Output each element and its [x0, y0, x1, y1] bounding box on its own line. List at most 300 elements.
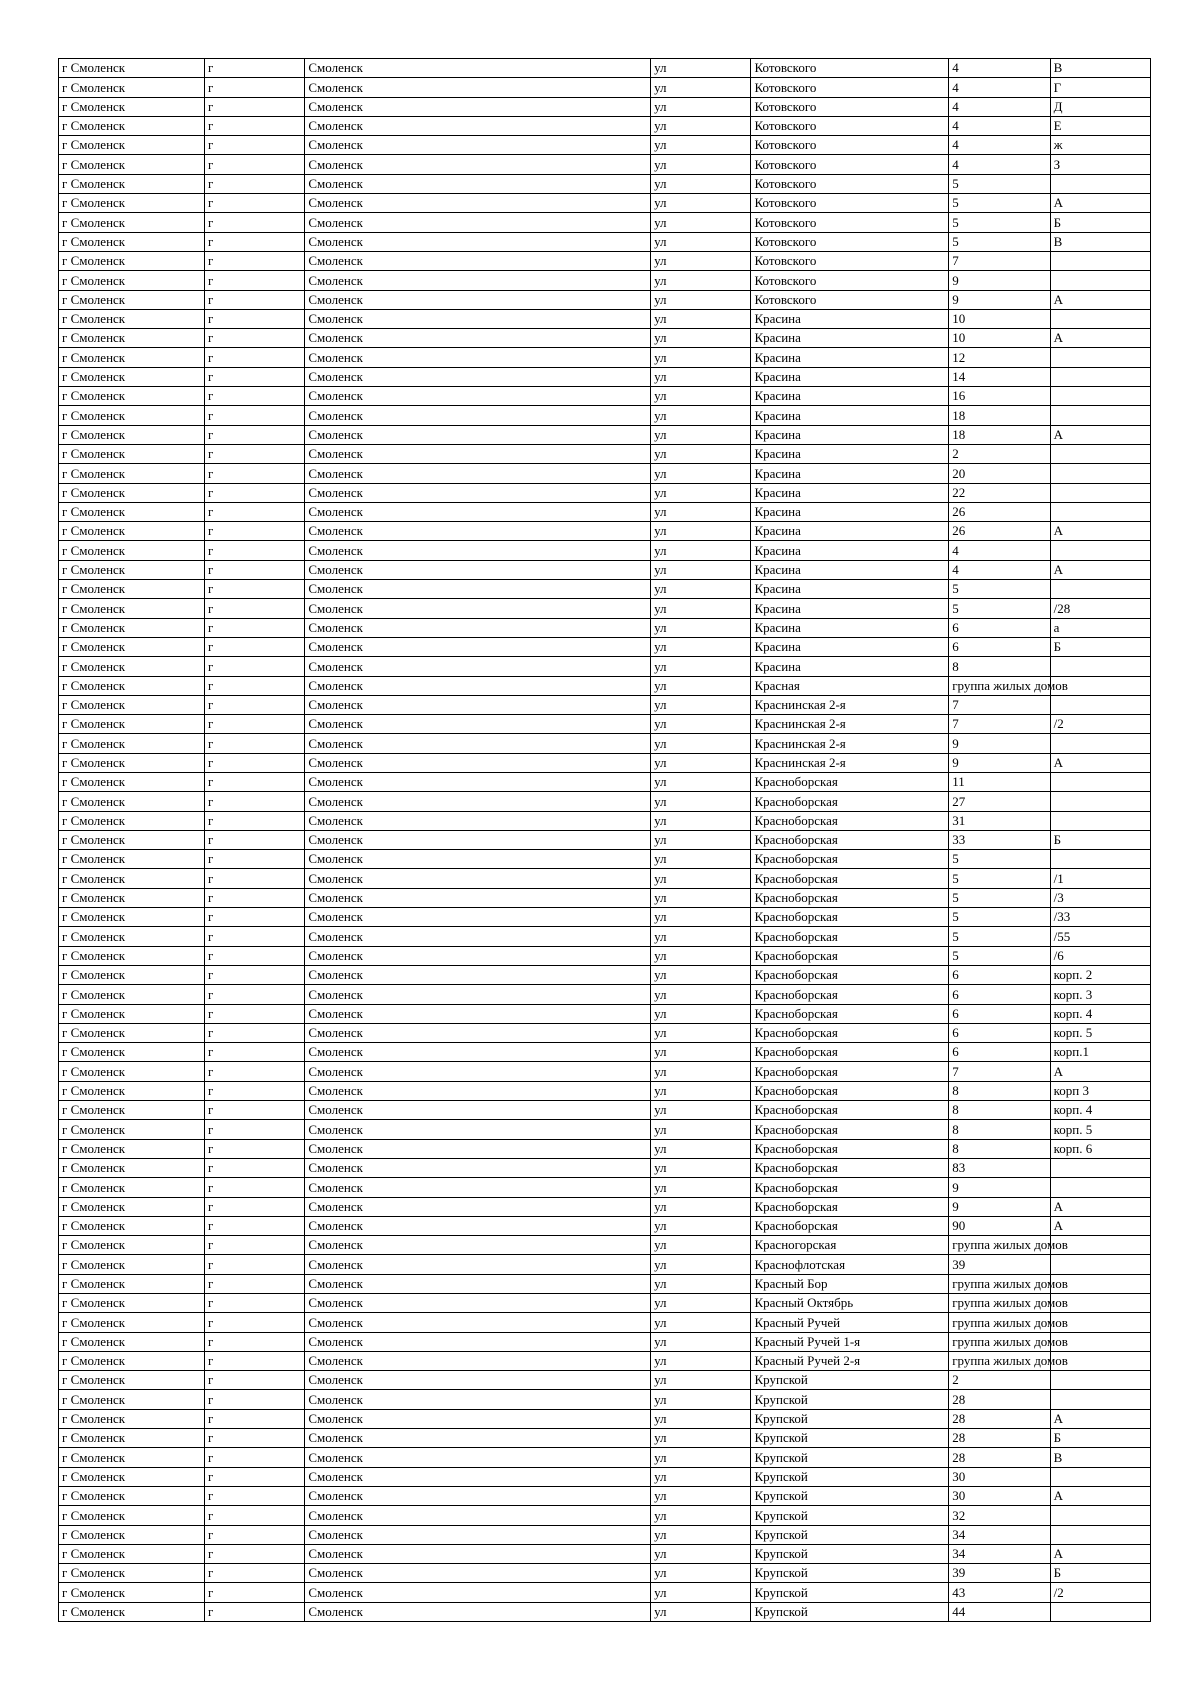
locality-cell: Смоленск [305, 637, 651, 656]
street-cell: Красина [751, 541, 949, 560]
street-type-cell: ул [651, 1467, 751, 1486]
city-type-cell: г [205, 1255, 305, 1274]
street-type-cell: ул [651, 850, 751, 869]
house-cell: 6 [949, 637, 1050, 656]
street-cell: Красина [751, 329, 949, 348]
building-cell [1050, 580, 1150, 599]
city-type-cell: г [205, 1043, 305, 1062]
city-cell: г Смоленск [59, 946, 205, 965]
locality-cell: Смоленск [305, 946, 651, 965]
city-type-cell: г [205, 1023, 305, 1042]
locality-cell: Смоленск [305, 560, 651, 579]
street-cell: Красноборская [751, 850, 949, 869]
house-cell: 8 [949, 1139, 1050, 1158]
city-cell: г Смоленск [59, 1506, 205, 1525]
street-type-cell: ул [651, 1525, 751, 1544]
table-row [59, 1294, 1151, 1313]
table-row [59, 888, 1151, 907]
locality-cell: Смоленск [305, 406, 651, 425]
street-cell: Красноборская [751, 811, 949, 830]
table-row [59, 869, 1151, 888]
locality-cell: Смоленск [305, 1023, 651, 1042]
house-cell: 5 [949, 599, 1050, 618]
city-type-cell: г [205, 367, 305, 386]
city-cell: г Смоленск [59, 1448, 205, 1467]
house-cell: 43 [949, 1583, 1050, 1602]
street-cell: Красноборская [751, 1081, 949, 1100]
house-cell: 8 [949, 1101, 1050, 1120]
city-cell: г Смоленск [59, 271, 205, 290]
house-cell: 5 [949, 927, 1050, 946]
table-row [59, 965, 1151, 984]
street-cell: Красный Бор [751, 1274, 949, 1293]
table-row [59, 1564, 1151, 1583]
street-type-cell: ул [651, 830, 751, 849]
building-cell: А [1050, 1197, 1150, 1216]
house-cell: 7 [949, 251, 1050, 270]
table-row [59, 1216, 1151, 1235]
city-type-cell: г [205, 580, 305, 599]
building-cell: А [1050, 425, 1150, 444]
locality-cell: Смоленск [305, 1043, 651, 1062]
house-cell: 18 [949, 406, 1050, 425]
city-type-cell: г [205, 830, 305, 849]
city-cell: г Смоленск [59, 637, 205, 656]
house-cell: 39 [949, 1255, 1050, 1274]
street-cell: Красноборская [751, 869, 949, 888]
street-type-cell: ул [651, 1178, 751, 1197]
table-row [59, 232, 1151, 251]
table-row [59, 908, 1151, 927]
table-row [59, 406, 1151, 425]
building-cell [1050, 444, 1150, 463]
street-cell: Красноборская [751, 1023, 949, 1042]
building-cell [1050, 657, 1150, 676]
street-cell: Красина [751, 657, 949, 676]
building-cell [1050, 1506, 1150, 1525]
house-cell: 39 [949, 1564, 1050, 1583]
city-cell: г Смоленск [59, 1120, 205, 1139]
locality-cell: Смоленск [305, 387, 651, 406]
locality-cell: Смоленск [305, 985, 651, 1004]
locality-cell: Смоленск [305, 850, 651, 869]
street-cell: Краснинская 2-я [751, 753, 949, 772]
building-cell [1050, 734, 1150, 753]
street-cell: Краснофлотская [751, 1255, 949, 1274]
street-type-cell: ул [651, 965, 751, 984]
city-type-cell: г [205, 1351, 305, 1370]
street-type-cell: ул [651, 811, 751, 830]
street-cell: Краснинская 2-я [751, 734, 949, 753]
locality-cell: Смоленск [305, 965, 651, 984]
street-cell: Красноборская [751, 1101, 949, 1120]
building-cell: А [1050, 194, 1150, 213]
city-type-cell: г [205, 1178, 305, 1197]
city-type-cell: г [205, 946, 305, 965]
table-row [59, 464, 1151, 483]
street-cell: Красноборская [751, 1216, 949, 1235]
table-row [59, 1101, 1151, 1120]
street-type-cell: ул [651, 406, 751, 425]
building-cell: А [1050, 290, 1150, 309]
street-cell: Крупской [751, 1429, 949, 1448]
table-row [59, 290, 1151, 309]
house-cell: 8 [949, 1081, 1050, 1100]
building-cell: /55 [1050, 927, 1150, 946]
street-type-cell: ул [651, 985, 751, 1004]
house-cell: 28 [949, 1429, 1050, 1448]
street-cell: Красина [751, 387, 949, 406]
table-row [59, 309, 1151, 328]
house-cell: группа жилых домов [949, 676, 1050, 695]
street-cell: Красноборская [751, 1062, 949, 1081]
house-cell: группа жилых домов [949, 1294, 1050, 1313]
house-cell: 8 [949, 1120, 1050, 1139]
street-cell: Красина [751, 444, 949, 463]
street-cell: Краснинская 2-я [751, 715, 949, 734]
table-row [59, 1544, 1151, 1563]
street-cell: Красина [751, 522, 949, 541]
city-cell: г Смоленск [59, 695, 205, 714]
house-cell: 5 [949, 232, 1050, 251]
house-cell: 32 [949, 1506, 1050, 1525]
locality-cell: Смоленск [305, 1544, 651, 1563]
street-type-cell: ул [651, 367, 751, 386]
table-row [59, 97, 1151, 116]
city-cell: г Смоленск [59, 792, 205, 811]
city-type-cell: г [205, 1236, 305, 1255]
building-cell [1050, 174, 1150, 193]
building-cell: А [1050, 1486, 1150, 1505]
city-cell: г Смоленск [59, 560, 205, 579]
city-cell: г Смоленск [59, 1216, 205, 1235]
locality-cell: Смоленск [305, 1332, 651, 1351]
street-type-cell: ул [651, 1255, 751, 1274]
building-cell: Б [1050, 1564, 1150, 1583]
locality-cell: Смоленск [305, 715, 651, 734]
building-cell: А [1050, 1216, 1150, 1235]
table-row [59, 116, 1151, 135]
house-cell: 27 [949, 792, 1050, 811]
city-cell: г Смоленск [59, 406, 205, 425]
locality-cell: Смоленск [305, 908, 651, 927]
city-type-cell: г [205, 483, 305, 502]
locality-cell: Смоленск [305, 1255, 651, 1274]
building-cell: корп. 5 [1050, 1023, 1150, 1042]
city-type-cell: г [205, 1429, 305, 1448]
table-row [59, 522, 1151, 541]
city-type-cell: г [205, 522, 305, 541]
street-cell: Крупской [751, 1371, 949, 1390]
city-type-cell: г [205, 232, 305, 251]
house-cell: 44 [949, 1602, 1050, 1621]
street-cell: Красина [751, 560, 949, 579]
street-cell: Крупской [751, 1544, 949, 1563]
house-cell: 10 [949, 329, 1050, 348]
table-row [59, 792, 1151, 811]
city-cell: г Смоленск [59, 1544, 205, 1563]
locality-cell: Смоленск [305, 1371, 651, 1390]
house-cell: 4 [949, 560, 1050, 579]
locality-cell: Смоленск [305, 271, 651, 290]
house-cell: 4 [949, 116, 1050, 135]
locality-cell: Смоленск [305, 1525, 651, 1544]
table-row [59, 271, 1151, 290]
locality-cell: Смоленск [305, 1448, 651, 1467]
locality-cell: Смоленск [305, 329, 651, 348]
street-type-cell: ул [651, 194, 751, 213]
table-row [59, 811, 1151, 830]
locality-cell: Смоленск [305, 1429, 651, 1448]
street-cell: Красноборская [751, 1158, 949, 1177]
city-type-cell: г [205, 1544, 305, 1563]
locality-cell: Смоленск [305, 213, 651, 232]
street-cell: Красный Ручей 1-я [751, 1332, 949, 1351]
house-cell: 30 [949, 1486, 1050, 1505]
locality-cell: Смоленск [305, 1120, 651, 1139]
city-cell: г Смоленск [59, 1313, 205, 1332]
building-cell: Е [1050, 116, 1150, 135]
house-cell: 11 [949, 772, 1050, 791]
city-type-cell: г [205, 1313, 305, 1332]
street-type-cell: ул [651, 116, 751, 135]
table-row [59, 59, 1151, 78]
city-type-cell: г [205, 753, 305, 772]
street-type-cell: ул [651, 97, 751, 116]
street-type-cell: ул [651, 1564, 751, 1583]
locality-cell: Смоленск [305, 367, 651, 386]
city-type-cell: г [205, 329, 305, 348]
city-cell: г Смоленск [59, 772, 205, 791]
city-type-cell: г [205, 657, 305, 676]
locality-cell: Смоленск [305, 1101, 651, 1120]
table-row [59, 1602, 1151, 1621]
table-row [59, 174, 1151, 193]
city-cell: г Смоленск [59, 927, 205, 946]
street-type-cell: ул [651, 946, 751, 965]
building-cell [1050, 367, 1150, 386]
building-cell: Б [1050, 830, 1150, 849]
street-cell: Котовского [751, 232, 949, 251]
table-row [59, 1178, 1151, 1197]
street-cell: Крупской [751, 1409, 949, 1428]
house-cell: 6 [949, 618, 1050, 637]
street-type-cell: ул [651, 1023, 751, 1042]
building-cell [1050, 811, 1150, 830]
street-type-cell: ул [651, 1236, 751, 1255]
city-type-cell: г [205, 618, 305, 637]
house-cell: 9 [949, 753, 1050, 772]
building-cell: /2 [1050, 715, 1150, 734]
city-type-cell: г [205, 59, 305, 78]
city-type-cell: г [205, 1448, 305, 1467]
house-cell: 4 [949, 59, 1050, 78]
city-type-cell: г [205, 290, 305, 309]
building-cell: корп. 3 [1050, 985, 1150, 1004]
building-cell [1050, 850, 1150, 869]
table-row [59, 1525, 1151, 1544]
city-type-cell: г [205, 1197, 305, 1216]
city-cell: г Смоленск [59, 483, 205, 502]
street-cell: Красина [751, 406, 949, 425]
house-cell: 7 [949, 695, 1050, 714]
locality-cell: Смоленск [305, 1236, 651, 1255]
locality-cell: Смоленск [305, 830, 651, 849]
street-type-cell: ул [651, 1602, 751, 1621]
street-cell: Красина [751, 599, 949, 618]
street-type-cell: ул [651, 522, 751, 541]
city-cell: г Смоленск [59, 1294, 205, 1313]
building-cell: корп. 2 [1050, 965, 1150, 984]
building-cell [1050, 502, 1150, 521]
locality-cell: Смоленск [305, 1506, 651, 1525]
street-cell: Красноборская [751, 927, 949, 946]
locality-cell: Смоленск [305, 483, 651, 502]
locality-cell: Смоленск [305, 1602, 651, 1621]
house-cell: 5 [949, 888, 1050, 907]
table-row [59, 1429, 1151, 1448]
street-type-cell: ул [651, 927, 751, 946]
table-row [59, 1081, 1151, 1100]
city-type-cell: г [205, 1467, 305, 1486]
street-cell: Краснинская 2-я [751, 695, 949, 714]
city-cell: г Смоленск [59, 367, 205, 386]
city-cell: г Смоленск [59, 174, 205, 193]
locality-cell: Смоленск [305, 464, 651, 483]
street-type-cell: ул [651, 1486, 751, 1505]
locality-cell: Смоленск [305, 657, 651, 676]
street-type-cell: ул [651, 1332, 751, 1351]
house-cell: 8 [949, 657, 1050, 676]
city-type-cell: г [205, 676, 305, 695]
street-cell: Красноборская [751, 908, 949, 927]
locality-cell: Смоленск [305, 1564, 651, 1583]
city-cell: г Смоленск [59, 1583, 205, 1602]
house-cell: 20 [949, 464, 1050, 483]
city-cell: г Смоленск [59, 1390, 205, 1409]
street-type-cell: ул [651, 329, 751, 348]
table-row [59, 695, 1151, 714]
house-cell: 4 [949, 97, 1050, 116]
city-type-cell: г [205, 1139, 305, 1158]
city-type-cell: г [205, 444, 305, 463]
locality-cell: Смоленск [305, 695, 651, 714]
table-row [59, 946, 1151, 965]
locality-cell: Смоленск [305, 1409, 651, 1428]
building-cell: корп. 4 [1050, 1101, 1150, 1120]
house-cell: 14 [949, 367, 1050, 386]
street-type-cell: ул [651, 695, 751, 714]
table-row [59, 251, 1151, 270]
house-cell: 12 [949, 348, 1050, 367]
street-cell: Красноборская [751, 1120, 949, 1139]
house-cell: 10 [949, 309, 1050, 328]
street-cell: Крупской [751, 1486, 949, 1505]
city-cell: г Смоленск [59, 464, 205, 483]
house-cell: 31 [949, 811, 1050, 830]
street-cell: Крупской [751, 1602, 949, 1621]
street-type-cell: ул [651, 1120, 751, 1139]
street-cell: Красноборская [751, 772, 949, 791]
city-type-cell: г [205, 116, 305, 135]
table-row [59, 1043, 1151, 1062]
street-cell: Крупской [751, 1583, 949, 1602]
house-cell: группа жилых домов [949, 1274, 1050, 1293]
locality-cell: Смоленск [305, 541, 651, 560]
city-cell: г Смоленск [59, 1178, 205, 1197]
locality-cell: Смоленск [305, 502, 651, 521]
street-type-cell: ул [651, 1351, 751, 1370]
city-type-cell: г [205, 734, 305, 753]
city-cell: г Смоленск [59, 985, 205, 1004]
street-type-cell: ул [651, 908, 751, 927]
table-row [59, 155, 1151, 174]
street-cell: Красногорская [751, 1236, 949, 1255]
building-cell: З [1050, 155, 1150, 174]
table-row [59, 1351, 1151, 1370]
locality-cell: Смоленск [305, 1294, 651, 1313]
city-type-cell: г [205, 1525, 305, 1544]
city-type-cell: г [205, 1062, 305, 1081]
street-cell: Красноборская [751, 888, 949, 907]
locality-cell: Смоленск [305, 1062, 651, 1081]
building-cell [1050, 464, 1150, 483]
table-row [59, 367, 1151, 386]
city-cell: г Смоленск [59, 194, 205, 213]
street-cell: Котовского [751, 174, 949, 193]
city-cell: г Смоленск [59, 888, 205, 907]
table-row [59, 1197, 1151, 1216]
street-type-cell: ул [651, 1390, 751, 1409]
city-cell: г Смоленск [59, 1081, 205, 1100]
street-type-cell: ул [651, 1506, 751, 1525]
table-row [59, 444, 1151, 463]
table-row [59, 676, 1151, 695]
building-cell: /6 [1050, 946, 1150, 965]
building-cell [1050, 348, 1150, 367]
building-cell [1050, 251, 1150, 270]
street-type-cell: ул [651, 1216, 751, 1235]
street-type-cell: ул [651, 174, 751, 193]
table-row [59, 1409, 1151, 1428]
table-row [59, 1274, 1151, 1293]
city-cell: г Смоленск [59, 348, 205, 367]
city-type-cell: г [205, 1583, 305, 1602]
city-type-cell: г [205, 1506, 305, 1525]
city-cell: г Смоленск [59, 213, 205, 232]
locality-cell: Смоленск [305, 1216, 651, 1235]
street-type-cell: ул [651, 734, 751, 753]
street-type-cell: ул [651, 232, 751, 251]
house-cell: 5 [949, 908, 1050, 927]
locality-cell: Смоленск [305, 676, 651, 695]
table-row [59, 136, 1151, 155]
house-cell: 5 [949, 213, 1050, 232]
locality-cell: Смоленск [305, 59, 651, 78]
table-row [59, 1467, 1151, 1486]
city-type-cell: г [205, 1101, 305, 1120]
street-cell: Котовского [751, 116, 949, 135]
locality-cell: Смоленск [305, 116, 651, 135]
street-cell: Красина [751, 637, 949, 656]
street-type-cell: ул [651, 676, 751, 695]
street-cell: Красноборская [751, 830, 949, 849]
table-row [59, 1139, 1151, 1158]
street-cell: Котовского [751, 251, 949, 270]
building-cell: В [1050, 59, 1150, 78]
house-cell: 6 [949, 1004, 1050, 1023]
city-type-cell: г [205, 850, 305, 869]
